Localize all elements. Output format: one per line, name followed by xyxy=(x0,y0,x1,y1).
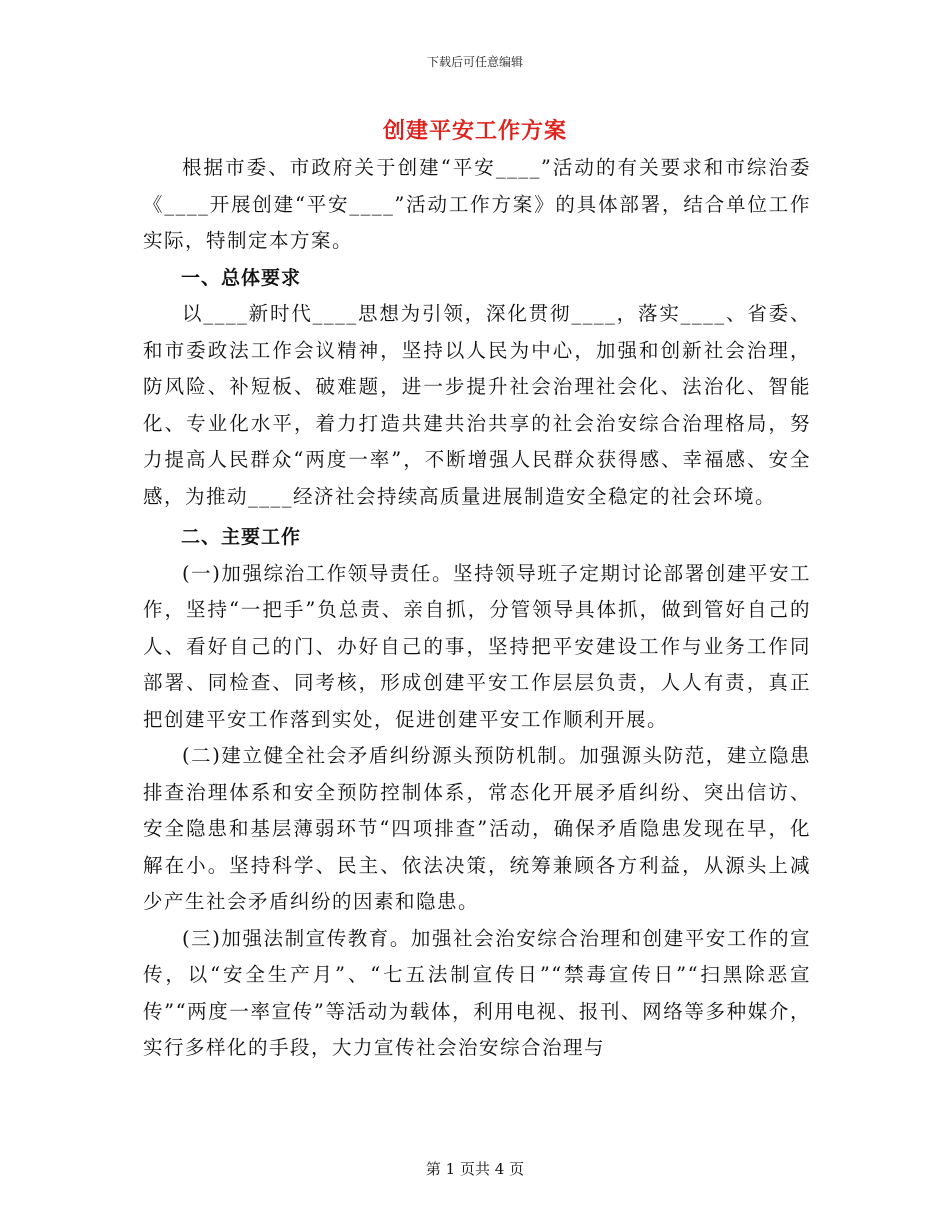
document-title: 创建平安工作方案 xyxy=(382,119,567,144)
main-work-item-2: (二)建立健全社会矛盾纠纷源头预防机制。加强源头防范，建立隐患排查治理体系和安全预防控制体系，常态化开展矛盾纠纷、突出信访、安全隐患和基层薄弱环节“四项排查”活动，确保矛盾隐患发现在早，化解在小。坚持科学、民主、依法决策，统筹兼顾各方利益，从源头上减少产生社会矛盾纠纷的因素和隐患。 xyxy=(143,744,811,913)
page-number: 第 1 页共 4 页 xyxy=(425,1160,525,1178)
main-work-item-1: (一)加强综治工作领导责任。坚持领导班子定期讨论部署创建平安工作，坚持“一把手”负总责、亲自抓，分管领导具体抓，做到管好自己的人、看好自己的门、办好自己的事，坚持把平安建设工作与业务工作同部署、同检查、同考核，形成创建平安工作层层负责，人人有责，真正把创建平安工作落到实处，促进创建平安工作顺利开展。 xyxy=(143,561,811,731)
general-requirements-paragraph: 以____新时代____思想为引领，深化贯彻____，落实____、省委、和市委政法工作会议精神，坚持以人民为中心，加强和创新社会治理，防风险、补短板、破难题，进一步提升社会治理社会化、法治化、智能化、专业化水平，着力打造共建共治共享的社会治安综合治理格局，努力提高人民群众“两度一率”，不断增强人民群众获得感、幸福感、安全感，为推动____经济社会持续高质量进展制造安全稳定的社会环境。 xyxy=(143,302,811,508)
section-heading-general: 一、总体要求 xyxy=(181,266,302,289)
intro-paragraph: 根据市委、市政府关于创建“平安____”活动的有关要求和市综治委《____开展创建“平安____”活动工作方案》的具体部署，结合单位工作实际，特制定本方案。 xyxy=(143,156,811,252)
document-body xyxy=(143,150,811,1067)
main-work-item-3: (三)加强法制宣传教育。加强社会治安综合治理和创建平安工作的宣传，以“安全生产月”、“七五法制宣传日”“禁毒宣传日”“扫黑除恶宣传”“两度一率宣传”等活动为载体，利用电视、报刊、网络等多种媒介，实行多样化的手段，大力宣传社会治安综合治理与 xyxy=(143,926,811,1059)
header-note: 下载后可任意编辑 xyxy=(426,55,523,69)
section-heading-main-work: 二、主要工作 xyxy=(181,526,302,548)
